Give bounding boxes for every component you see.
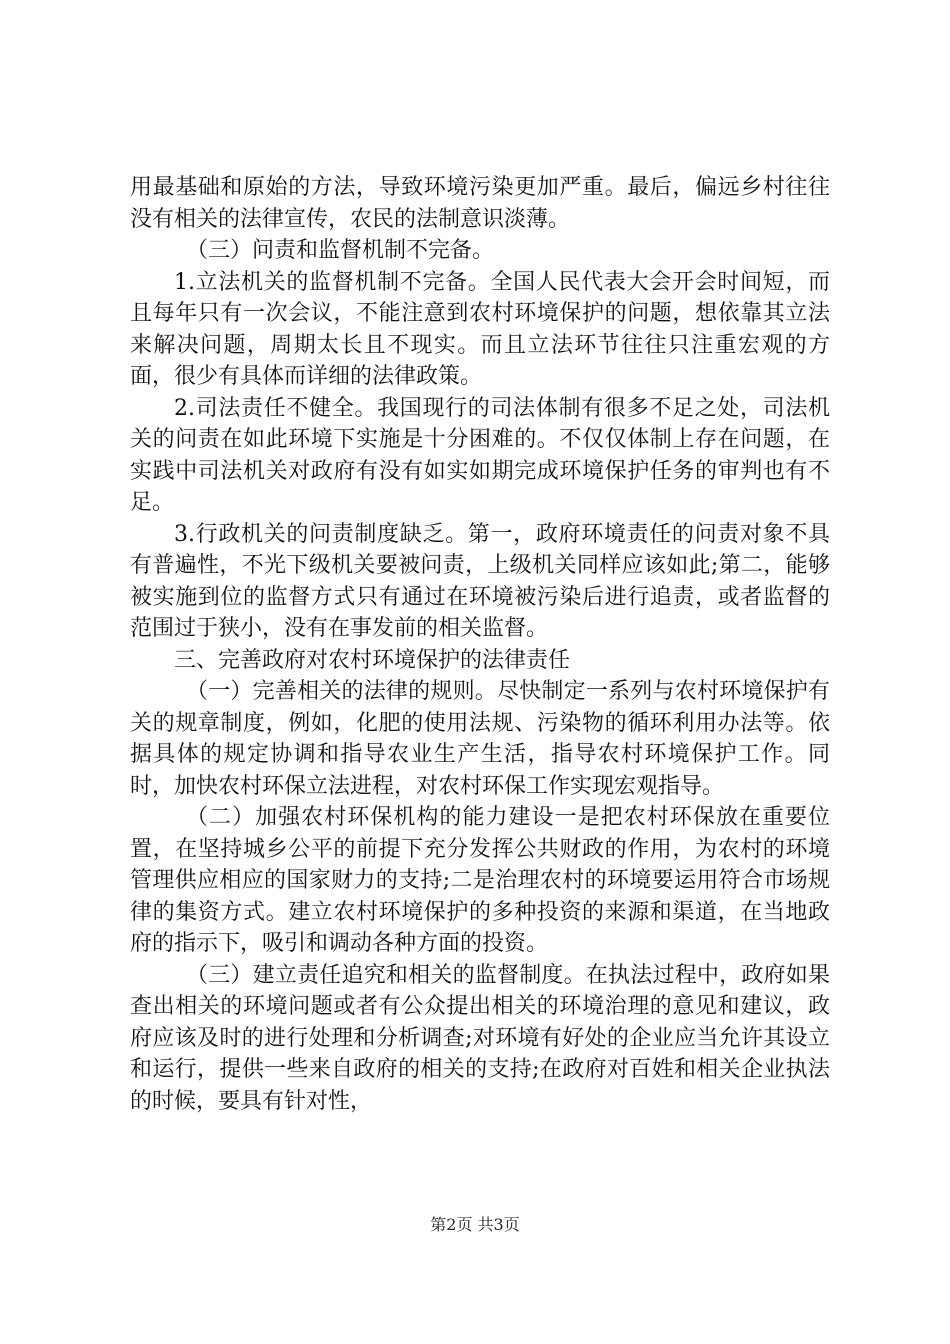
document-body (130, 172, 830, 1117)
paragraph-capacity-building: （二）加强农村环保机构的能力建设一是把农村环保放在重要位置，在坚持城乡公平的前提下充分发挥公共财政的作用，为农村的环境管理供应相应的国家财力的支持;二是治理农村的环境要运用符合市场规律的集资方式。建立农村环境保护的多种投资的来源和渠道，在当地政府的指示下，吸引和调动各种方面的投资。 (130, 805, 830, 956)
paragraph-administrative-accountability: 3.行政机关的问责制度缺乏。第一，政府环境责任的问责对象不具有普遍性，不光下级机关要被问责，上级机关同样应该如此;第二，能够被实施到位的监督方式只有通过在环境被污染后进行追责，或者监督的范围过于狭小，没有在事发前的相关监督。 (130, 521, 830, 641)
paragraph-accountability-supervision-system: （三）建立责任追究和相关的监督制度。在执法过程中，政府如果查出相关的环境问题或者有公众提出相关的环境治理的意见和建议，政府应该及时的进行处理和分析调查;对环境有好处的企业应当允许其设立和运行，提供一些来自政府的相关的支持;在政府对百姓和相关企业执法的时候，要具有针对性， (130, 962, 830, 1114)
paragraph-legislative-supervision: 1.立法机关的监督机制不完备。全国人民代表大会开会时间短，而且每年只有一次会议，不能注意到农村环境保护的问题，想依靠其立法来解决问题，周期太长且不现实。而且立法环节往往只注重宏观的方面，很少有具体而详细的法律政策。 (130, 269, 830, 389)
chapter-heading-improve-legal-responsibility: 三、完善政府对农村环境保护的法律责任 (174, 647, 571, 673)
paragraph-improve-legal-rules: （一）完善相关的法律的规则。尽快制定一系列与农村环境保护有关的规章制度，例如，化肥的使用法规、污染物的循环利用办法等。依据具体的规定协调和指导农业生产生活，指导农村环境保护工作。同时，加快农村环保立法进程，对农村环保工作实现宏观指导。 (130, 679, 830, 799)
paragraph-continuation: 用最基础和原始的方法，导致环境污染更加严重。最后，偏远乡村往往没有相关的法律宣传，农民的法制意识淡薄。 (130, 175, 830, 232)
paragraph-judicial-responsibility: 2.司法责任不健全。我国现行的司法体制有很多不足之处，司法机关的问责在如此环境下实施是十分困难的。不仅仅体制上存在问题，在实践中司法机关对政府有没有如实如期完成环境保护任务的审判也有不足。 (130, 395, 830, 515)
section-heading-accountability: （三）问责和监督机制不完备。 (186, 238, 495, 263)
page-footer: 第2页 共3页 (430, 1215, 520, 1234)
